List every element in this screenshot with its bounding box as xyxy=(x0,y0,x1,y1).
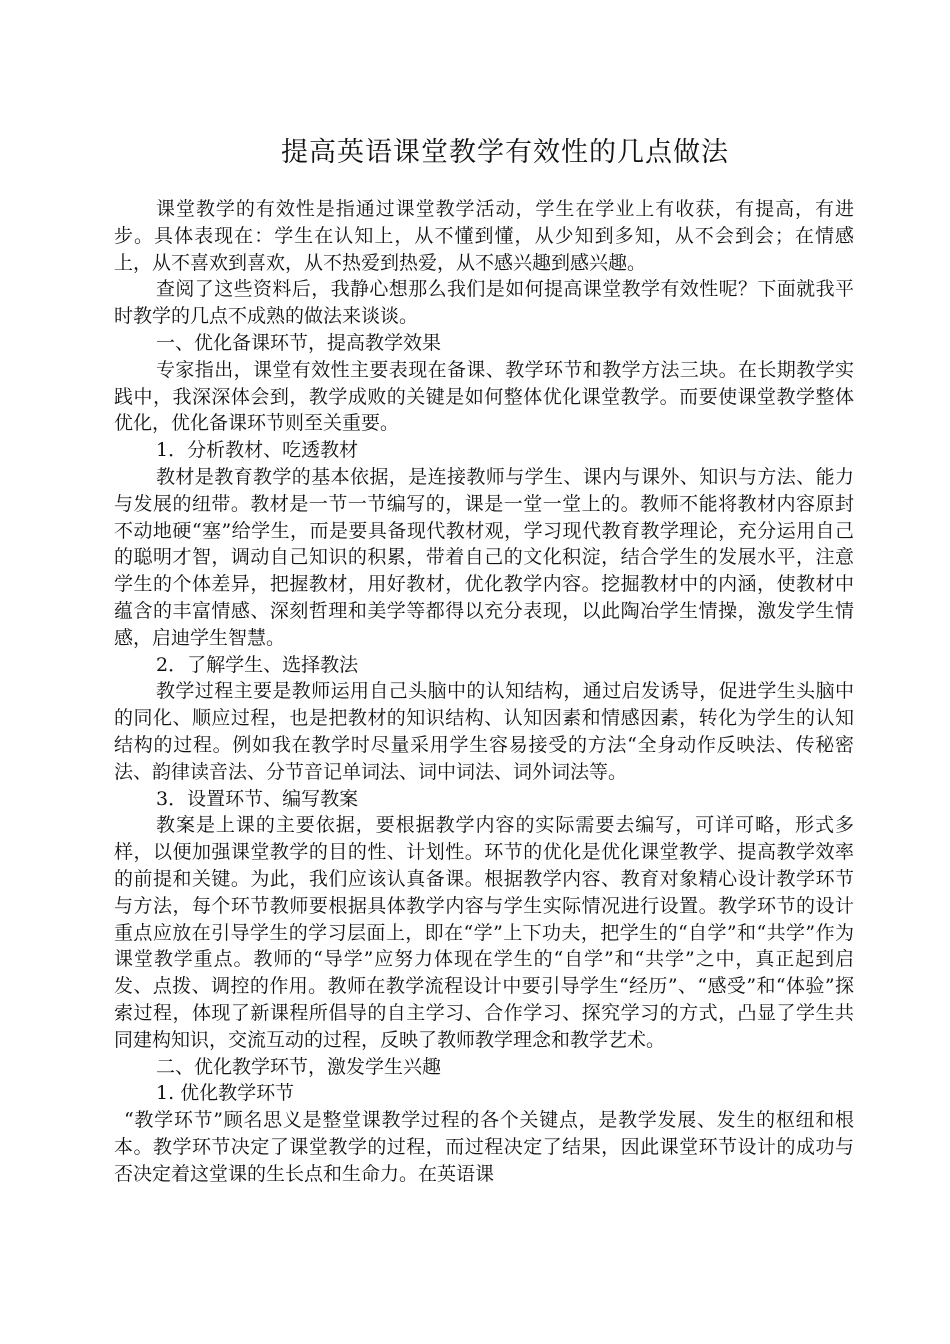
paragraph-question: 查阅了这些资料后，我静心想那么我们是如何提高课堂教学有效性呢？下面就我平时教学的几点不成熟的做法来谈谈。 xyxy=(114,278,854,328)
document-title: 提高英语课堂教学有效性的几点做法 xyxy=(281,137,729,168)
paragraph: 专家指出，课堂有效性主要表现在备课、教学环节和教学方法三块。在长期教学实践中，我深深体会到，教学成败的关键是如何整体优化课堂教学。而要使课堂教学整体优化，优化备课环节则至关重要。 xyxy=(114,358,854,435)
paragraph: 教学过程主要是教师运用自己头脑中的认知结构，通过启发诱导，促进学生头脑中的同化、顺应过程，也是把教材的知识结构、认知因素和情感因素，转化为学生的认知结构的过程。例如我在教学时尽量采用学生容易接受的方法“全身动作反映法、传秘密法、韵律读音法、分节音记单词法、词中词法、词外词法等。 xyxy=(114,680,854,783)
section-heading-2: 二、优化教学环节，激发学生兴趣 xyxy=(156,1055,442,1078)
subheading-1-1: 1．分析教材、吃透教材 xyxy=(156,439,359,462)
paragraph: “教学环节”顾名思义是整堂课教学过程的各个关键点，是教学发展、发生的枢纽和根本。教学环节决定了课堂教学的过程，而过程决定了结果，因此课堂环节设计的成功与否决定着这堂课的生长点和生命力。在英语课 xyxy=(114,1109,854,1185)
subheading-2-1: 1. 优化教学环节 xyxy=(156,1082,295,1105)
subheading-1-3: 3．设置环节、编写教案 xyxy=(156,787,359,810)
subheading-1-2: 2．了解学生、选择教法 xyxy=(156,653,359,676)
document-body xyxy=(114,196,854,1187)
paragraph: 教案是上课的主要依据，要根据教学内容的实际需要去编写，可详可略，形式多样，以便加强课堂教学的目的性、计划性。环节的优化是优化课堂教学、提高教学效率的前提和关键。为此，我们应该认真备课。根据教学内容、教育对象精心设计教学环节与方法，每个环节教师要根据具体教学内容与学生实际情况进行设置。教学环节的设计重点应放在引导学生的学习层面上，即在“学”上下功夫，把学生的“自学”和“共学”作为课堂教学重点。教师的“导学”应努力体现在学生的“自学”和“共学”之中，真正起到启发、点拨、调控的作用。教师在教学流程设计中要引导学生“经历”、“感受”和“体验”探索过程，体现了新课程所倡导的自主学习、合作学习、探究学习的方式，凸显了学生共同建构知识，交流互动的过程，反映了教师教学理念和教学艺术。 xyxy=(114,814,854,1051)
paragraph-intro: 课堂教学的有效性是指通过课堂教学活动，学生在学业上有收获，有提高，有进步。具体表现在：学生在认知上，从不懂到懂，从少知到多知，从不会到会；在情感上，从不喜欢到喜欢，从不热爱到热爱，从不感兴趣到感兴趣。 xyxy=(114,198,854,274)
section-heading-1: 一、优化备课环节，提高教学效果 xyxy=(156,331,442,354)
paragraph: 教材是教育教学的基本依据，是连接教师与学生、课内与课外、知识与方法、能力与发展的纽带。教材是一节一节编写的，课是一堂一堂上的。教师不能将教材内容原封不动地硬“塞”给学生，而是要具备现代教材观，学习现代教育教学理论，充分运用自己的聪明才智，调动自己知识的积累，带着自己的文化积淀，结合学生的发展水平，注意学生的个体差异，把握教材，用好教材，优化教学内容。挖掘教材中的内涵，使教材中蕴含的丰富情感、深刻哲理和美学等都得以充分表现，以此陶冶学生情操，激发学生情感，启迪学生智慧。 xyxy=(114,465,854,649)
